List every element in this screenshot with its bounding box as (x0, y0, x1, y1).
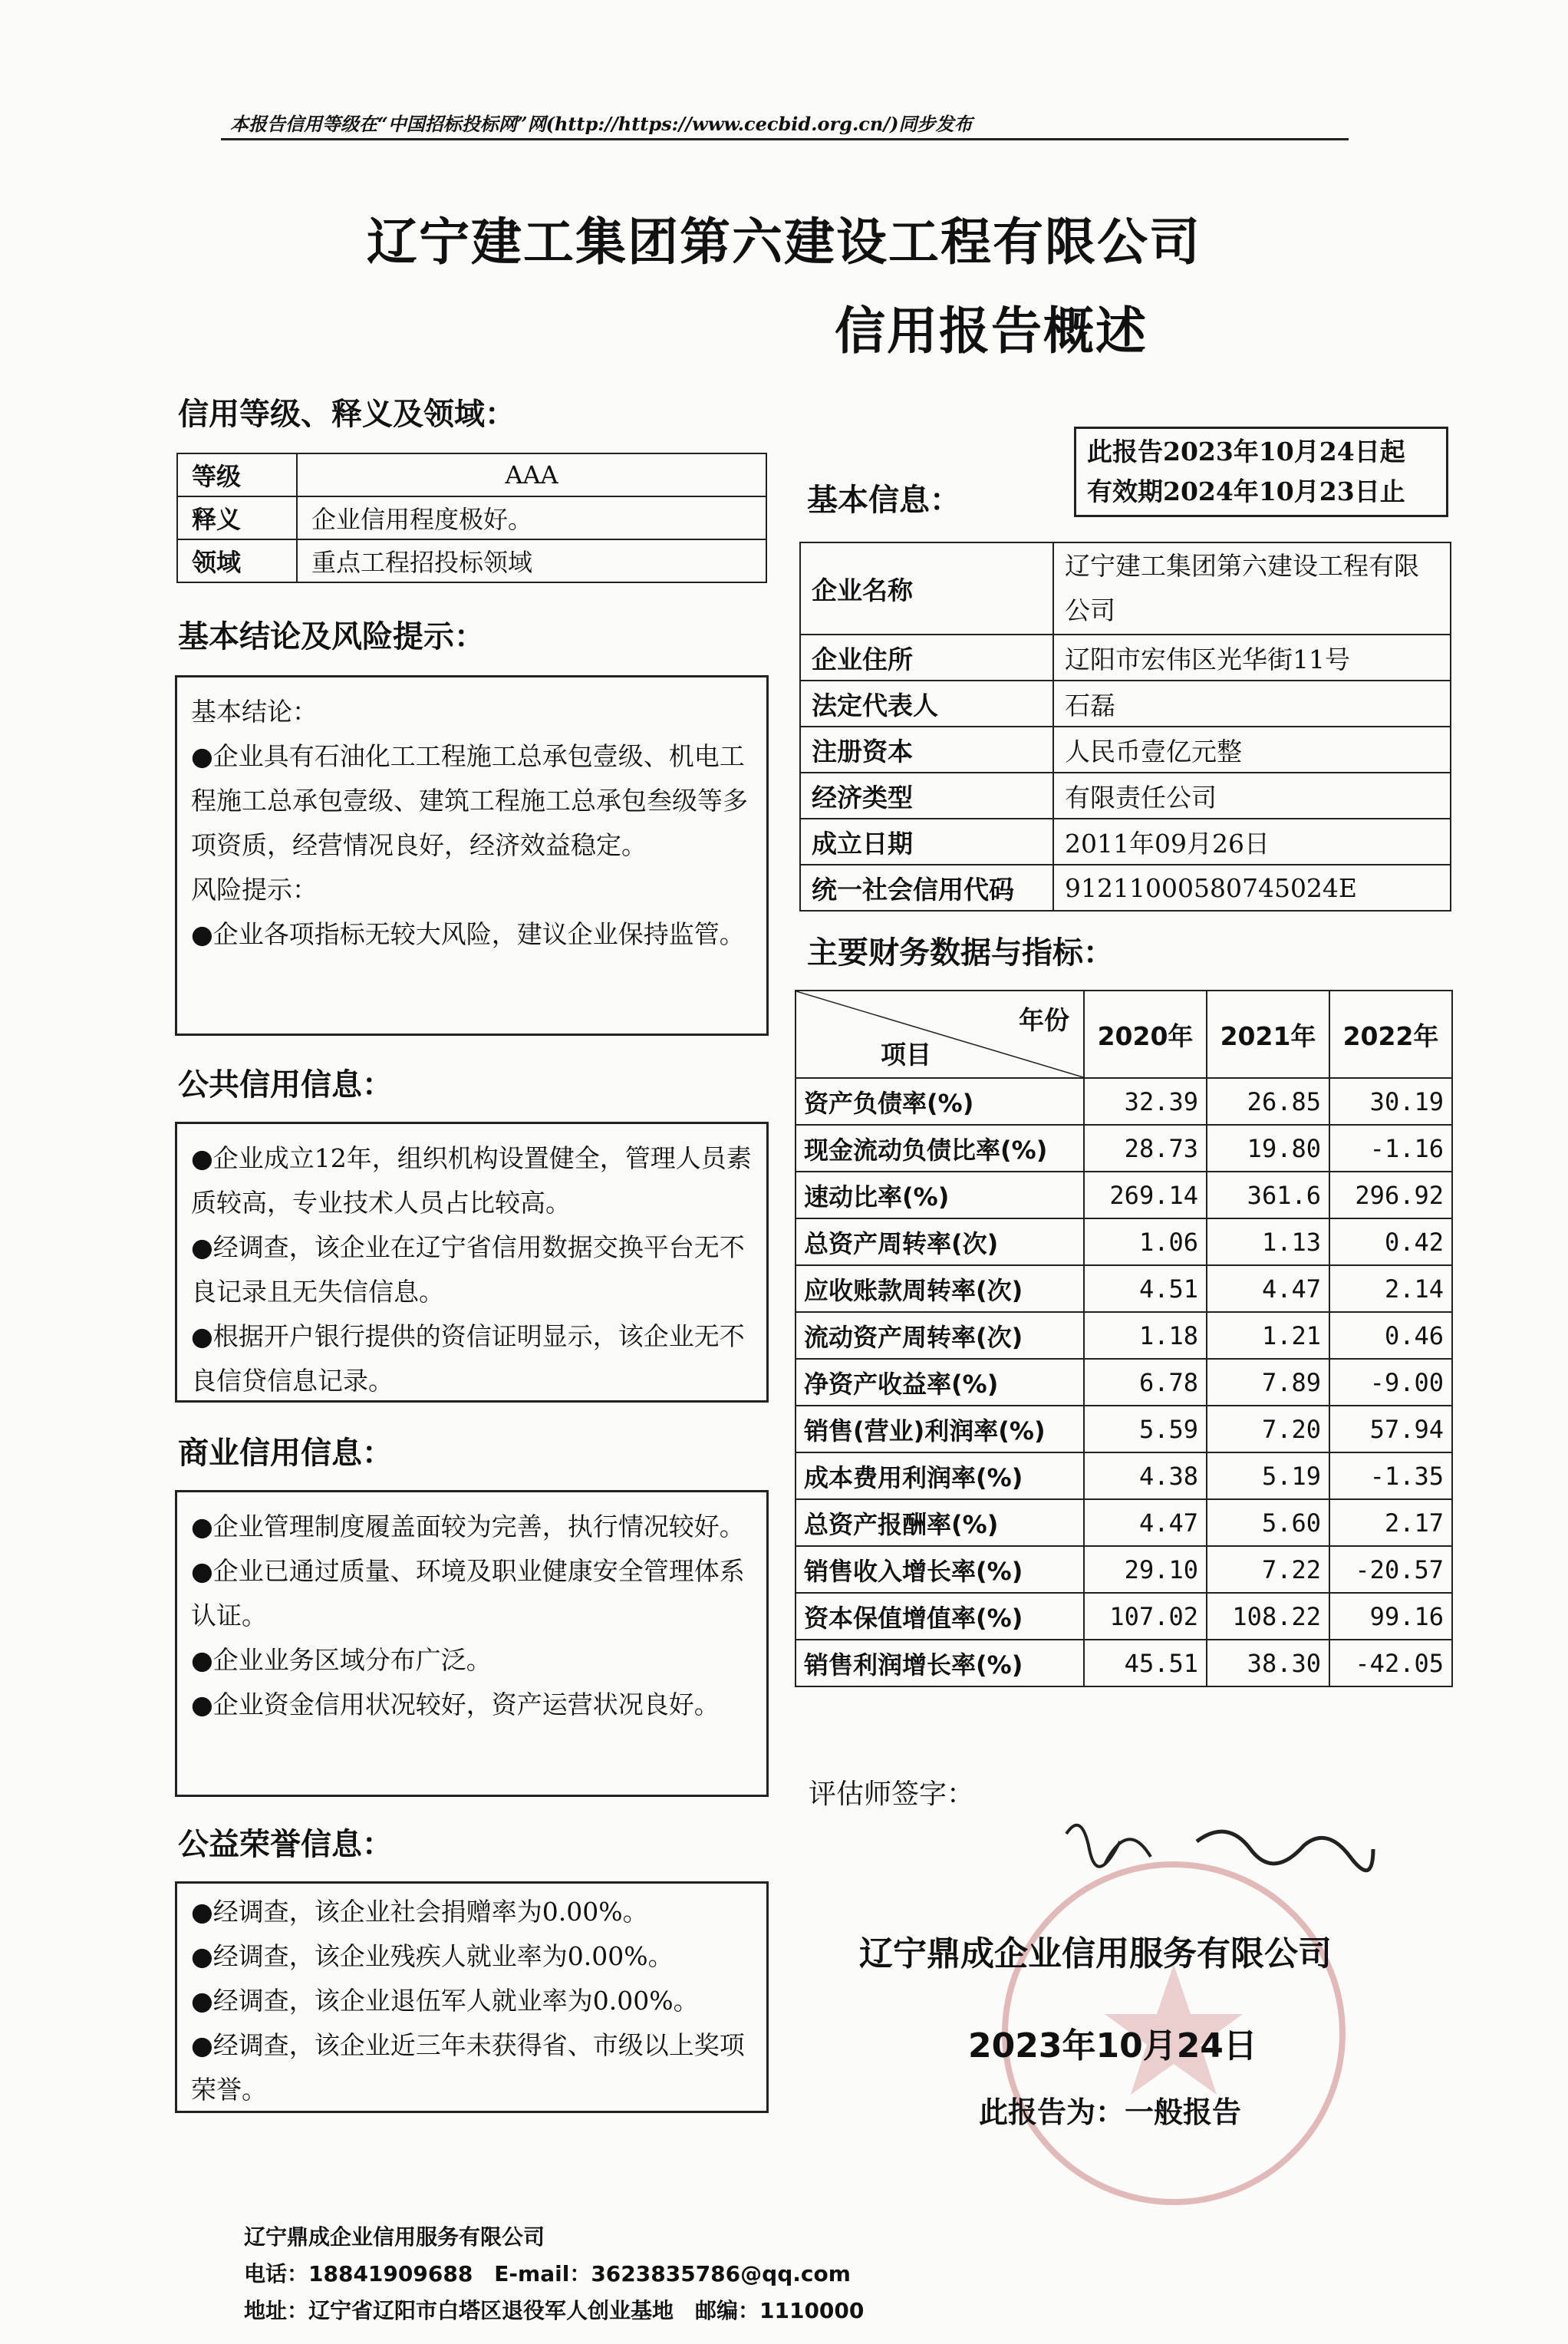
indicator-value: 0.42 (1329, 1218, 1452, 1265)
financial-heading: 主要财务数据与指标： (807, 935, 1114, 971)
public-credit-heading: 公共信用信息： (178, 1067, 393, 1103)
indicator-value: 269.14 (1084, 1172, 1207, 1218)
indicator-value: -9.00 (1329, 1359, 1452, 1406)
table-row (800, 865, 1451, 911)
conclusion-box (175, 675, 769, 1036)
indicator-value: 7.20 (1207, 1406, 1329, 1452)
table-row (177, 453, 766, 496)
table-row (796, 1406, 1452, 1452)
publication-notice: 本报告信用等级在“中国招标投标网”网(http://https://www.cecbid.org.cn/)同步发布 (230, 113, 973, 135)
indicator-label: 总资产周转率(次) (796, 1218, 1084, 1265)
table-row (800, 727, 1451, 773)
appraiser-signature-label: 评估师签字： (809, 1779, 975, 1810)
risk-label: 风险提示： (191, 875, 318, 905)
credit-code-key: 统一社会信用代码 (800, 865, 1053, 911)
indicator-value: 38.30 (1207, 1640, 1329, 1686)
table-row (177, 496, 766, 539)
basic-info-table (799, 542, 1451, 912)
list-item: ●企业管理制度履盖面较为完善，执行情况较好。 (191, 1512, 745, 1541)
report-type: 此报告为：一般报告 (979, 2095, 1242, 2129)
table-row (800, 819, 1451, 865)
public-credit-box (175, 1122, 769, 1403)
list-item: ●企业已通过质量、环境及职业健康安全管理体系认证。 (191, 1556, 745, 1630)
financial-table (795, 990, 1453, 1687)
company-name-value: 辽宁建工集团第六建设工程有限公司 (1053, 542, 1451, 635)
indicator-value: 6.78 (1084, 1359, 1207, 1406)
risk-text: ●企业各项指标无较大风险，建议企业保持监管。 (191, 919, 745, 949)
indicator-value: 5.59 (1084, 1406, 1207, 1452)
commercial-credit-heading: 商业信用信息： (178, 1436, 393, 1471)
indicator-value: 1.18 (1084, 1312, 1207, 1359)
honor-heading: 公益荣誉信息： (178, 1827, 393, 1862)
table-row (796, 1499, 1452, 1546)
indicator-value: 361.6 (1207, 1172, 1329, 1218)
indicator-value: 28.73 (1084, 1125, 1207, 1172)
list-item: ●企业资金信用状况较好，资产运营状况良好。 (191, 1690, 720, 1719)
validity-box (1074, 427, 1448, 517)
year-header: 2021年 (1207, 991, 1329, 1078)
address-value: 辽阳市宏伟区光华街11号 (1053, 635, 1451, 681)
table-row (796, 1546, 1452, 1593)
table-row (796, 1359, 1452, 1406)
domain-key: 领域 (177, 539, 297, 582)
validity-end: 有效期2024年10月23日止 (1087, 476, 1405, 506)
table-row (800, 681, 1451, 727)
table-row (177, 539, 766, 582)
indicator-label: 总资产报酬率(%) (796, 1499, 1084, 1546)
credit-code-value: 91211000580745024E (1053, 865, 1451, 911)
credit-grade-table (176, 453, 767, 583)
indicator-value: 26.85 (1207, 1078, 1329, 1125)
indicator-value: 5.60 (1207, 1499, 1329, 1546)
indicator-label: 现金流动负债比率(%) (796, 1125, 1084, 1172)
indicator-value: 4.38 (1084, 1452, 1207, 1499)
corner-year-label: 年份 (1019, 1005, 1069, 1035)
founded-value: 2011年09月26日 (1053, 819, 1451, 865)
list-item: ●经调查，该企业社会捐赠率为0.00%。 (191, 1897, 648, 1927)
indicator-label: 销售(营业)利润率(%) (796, 1406, 1084, 1452)
report-title-company: 辽宁建工集团第六建设工程有限公司 (367, 213, 1201, 272)
table-row (796, 1218, 1452, 1265)
meaning-key: 释义 (177, 496, 297, 539)
indicator-value: 107.02 (1084, 1593, 1207, 1640)
indicator-label: 净资产收益率(%) (796, 1359, 1084, 1406)
table-row (800, 773, 1451, 819)
indicator-value: 1.13 (1207, 1218, 1329, 1265)
indicator-value: 5.19 (1207, 1452, 1329, 1499)
indicator-value: 7.89 (1207, 1359, 1329, 1406)
corner-item-label: 项目 (881, 1040, 931, 1070)
conclusion-text: ●企业具有石油化工工程施工总承包壹级、机电工程施工总承包壹级、建筑工程施工总承包叁级等多项资质，经营情况良好，经济效益稳定。 (191, 741, 748, 860)
capital-key: 注册资本 (800, 727, 1053, 773)
indicator-value: 2.14 (1329, 1265, 1452, 1312)
address-key: 企业住所 (800, 635, 1053, 681)
year-header: 2022年 (1329, 991, 1452, 1078)
capital-value: 人民币壹亿元整 (1053, 727, 1451, 773)
indicator-value: 296.92 (1329, 1172, 1452, 1218)
table-row (800, 542, 1451, 635)
indicator-value: 30.19 (1329, 1078, 1452, 1125)
indicator-value: 99.16 (1329, 1593, 1452, 1640)
list-item: ●企业业务区域分布广泛。 (191, 1645, 492, 1675)
table-row (796, 1172, 1452, 1218)
indicator-value: 4.47 (1084, 1499, 1207, 1546)
corner-header (796, 991, 1084, 1078)
table-row (796, 1452, 1452, 1499)
indicator-value: -1.35 (1329, 1452, 1452, 1499)
year-header: 2020年 (1084, 991, 1207, 1078)
credit-heading: 信用等级、释义及领域： (178, 397, 516, 432)
commercial-credit-box (175, 1490, 769, 1797)
econ-type-key: 经济类型 (800, 773, 1053, 819)
indicator-value: -20.57 (1329, 1546, 1452, 1593)
issuer-org: 辽宁鼎成企业信用服务有限公司 (859, 1934, 1332, 1973)
founded-key: 成立日期 (800, 819, 1053, 865)
issue-date: 2023年10月24日 (968, 2026, 1257, 2065)
indicator-value: 1.06 (1084, 1218, 1207, 1265)
footer-contact: 电话：18841909688 E-mail：3623835786@qq.com (244, 2261, 851, 2286)
list-item: ●企业成立12年，组织机构设置健全，管理人员素质较高，专业技术人员占比较高。 (191, 1143, 752, 1218)
table-row (796, 1593, 1452, 1640)
table-row (800, 635, 1451, 681)
indicator-value: 29.10 (1084, 1546, 1207, 1593)
indicator-value: 2.17 (1329, 1499, 1452, 1546)
list-item: ●根据开户银行提供的资信证明显示，该企业无不良信贷信息记录。 (191, 1321, 745, 1396)
indicator-value: -42.05 (1329, 1640, 1452, 1686)
indicator-label: 应收账款周转率(次) (796, 1265, 1084, 1312)
footer-company: 辽宁鼎成企业信用服务有限公司 (244, 2224, 545, 2250)
company-name-key: 企业名称 (800, 542, 1053, 635)
honor-box (175, 1881, 769, 2113)
indicator-label: 速动比率(%) (796, 1172, 1084, 1218)
table-row (796, 1640, 1452, 1686)
table-row (796, 1265, 1452, 1312)
validity-start: 此报告2023年10月24日起 (1087, 437, 1405, 466)
list-item: ●经调查，该企业残疾人就业率为0.00%。 (191, 1941, 674, 1971)
indicator-value: 7.22 (1207, 1546, 1329, 1593)
domain-value: 重点工程招投标领域 (297, 539, 766, 582)
basic-info-heading: 基本信息： (807, 483, 960, 518)
table-row (796, 1125, 1452, 1172)
indicator-value: 0.46 (1329, 1312, 1452, 1359)
notice-divider (221, 138, 1349, 140)
table-row (796, 1312, 1452, 1359)
legal-rep-value: 石磊 (1053, 681, 1451, 727)
grade-value: AAA (297, 453, 766, 496)
indicator-value: 57.94 (1329, 1406, 1452, 1452)
meaning-value: 企业信用程度极好。 (297, 496, 766, 539)
conclusion-label: 基本结论： (191, 697, 318, 727)
indicator-label: 销售利润增长率(%) (796, 1640, 1084, 1686)
indicator-value: 19.80 (1207, 1125, 1329, 1172)
indicator-value: -1.16 (1329, 1125, 1452, 1172)
indicator-label: 成本费用利润率(%) (796, 1452, 1084, 1499)
legal-rep-key: 法定代表人 (800, 681, 1053, 727)
indicator-value: 32.39 (1084, 1078, 1207, 1125)
list-item: ●经调查，该企业在辽宁省信用数据交换平台无不良记录且无失信信息。 (191, 1232, 745, 1307)
indicator-value: 108.22 (1207, 1593, 1329, 1640)
indicator-value: 4.51 (1084, 1265, 1207, 1312)
indicator-value: 1.21 (1207, 1312, 1329, 1359)
report-title-subtitle: 信用报告概述 (835, 302, 1148, 361)
indicator-label: 资产负债率(%) (796, 1078, 1084, 1125)
indicator-label: 销售收入增长率(%) (796, 1546, 1084, 1593)
table-header-row (796, 991, 1452, 1078)
table-row (796, 1078, 1452, 1125)
indicator-label: 流动资产周转率(次) (796, 1312, 1084, 1359)
grade-key: 等级 (177, 453, 297, 496)
indicator-value: 45.51 (1084, 1640, 1207, 1686)
list-item: ●经调查，该企业退伍军人就业率为0.00%。 (191, 1986, 699, 2016)
footer-address: 地址：辽宁省辽阳市白塔区退役军人创业基地 邮编：1110000 (244, 2298, 865, 2323)
indicator-label: 资本保值增值率(%) (796, 1593, 1084, 1640)
list-item: ●经调查，该企业近三年未获得省、市级以上奖项荣誉。 (191, 2030, 745, 2105)
econ-type-value: 有限责任公司 (1053, 773, 1451, 819)
indicator-value: 4.47 (1207, 1265, 1329, 1312)
conclusion-heading: 基本结论及风险提示： (178, 619, 485, 654)
